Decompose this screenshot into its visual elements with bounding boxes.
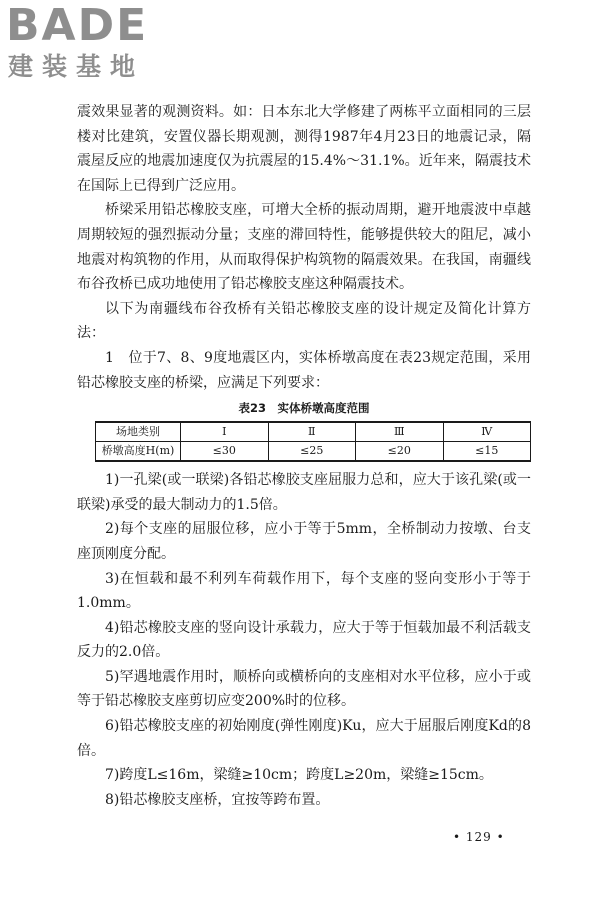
logo-subtitle: 建装基地: [8, 52, 145, 81]
pier-height-table: [95, 421, 531, 462]
logo: [6, 0, 176, 82]
requirement-item: 7)跨度L≤16m，梁缝≥10cm；跨度L≥20m，梁缝≥15cm。: [105, 767, 493, 784]
table-cell: ≤20: [356, 442, 444, 462]
table-cell: Ⅰ: [181, 422, 269, 442]
paragraph: 桥梁采用铅芯橡胶支座，可增大全桥的振动周期，避开地震波中卓越周期较短的强烈振动分量；支座的滞回特性，能够提供较大的阻尼，减小地震对构筑物的作用，从而取得保护构筑物的隔震效果。在我国，南疆线布谷孜桥已成功地使用了铅芯橡胶支座这种隔震技术。: [77, 202, 531, 293]
paragraph: 1 位于7、8、9度地震区内，实体桥墩高度在表23规定范围，采用铅芯橡胶支座的桥梁，应满足下列要求：: [77, 349, 531, 391]
paragraph: 震效果显著的观测资料。如：日本东北大学修建了两栋平立面相同的三层楼对比建筑，安置仪器长期观测，测得1987年4月23日的地震记录，隔震屋反应的地震加速度仅为抗震屋的15.4%～31.1%。近年来，隔震技术在国际上已得到广泛应用。: [77, 104, 531, 194]
table-caption: 表23 实体桥墩高度范围: [238, 401, 370, 416]
logo-brand: BADE: [6, 0, 149, 51]
requirement-item: 3)在恒载和最不利列车荷载作用下，每个支座的竖向变形小于等于1.0mm。: [77, 570, 531, 612]
table-row: [96, 442, 531, 462]
page-body: [77, 100, 531, 812]
requirement-item: 8)铅芯橡胶支座桥，宜按等跨布置。: [105, 791, 330, 808]
table-cell: Ⅲ: [356, 422, 444, 442]
requirement-item: 5)罕遇地震作用时，顺桥向或横桥向的支座相对水平位移，应小于或等于铅芯橡胶支座剪切应变200%时的位移。: [77, 668, 531, 710]
table-cell: Ⅱ: [268, 422, 356, 442]
table-cell: 场地类别: [96, 422, 181, 442]
table-cell: ≤25: [268, 442, 356, 462]
requirement-item: 2)每个支座的屈服位移，应小于等于5mm，全桥制动力按墩、台支座顶刚度分配。: [77, 521, 531, 562]
requirement-item: 6)铅芯橡胶支座的初始刚度(弹性刚度)Ku，应大于屈服后刚度Kd的8倍。: [77, 718, 531, 759]
table-cell: 桥墩高度H(m): [96, 442, 181, 462]
table-row: [96, 422, 531, 442]
page-number: • 129 •: [453, 830, 505, 844]
paragraph: 以下为南疆线布谷孜桥有关铅芯橡胶支座的设计规定及简化计算方法：: [77, 300, 531, 342]
table-cell: ≤30: [181, 442, 269, 462]
requirement-item: 4)铅芯橡胶支座的竖向设计承载力，应大于等于恒载加最不利活载支反力的2.0倍。: [77, 619, 531, 661]
table-cell: ≤15: [443, 442, 531, 462]
table-cell: Ⅳ: [443, 422, 531, 442]
requirement-item: 1)一孔梁(或一联梁)各铅芯橡胶支座屈服力总和，应大于该孔梁(或一联梁)承受的最大制动力的1.5倍。: [77, 472, 531, 513]
